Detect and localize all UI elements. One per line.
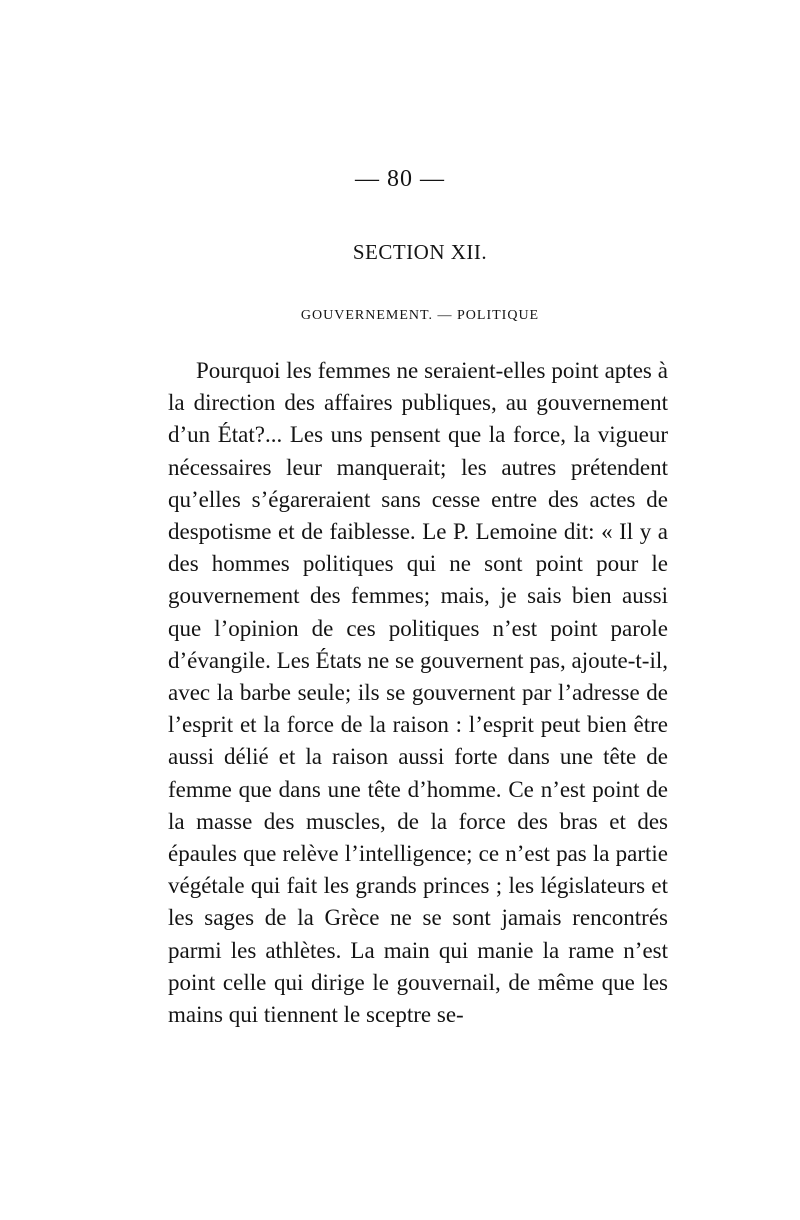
section-title: SECTION XII. [352,240,488,264]
body-paragraph: Pourquoi les femmes ne seraient-elles point aptes à la direction des affaires publiques, au gouvernement d’un État?... Les uns pensent que la force, la vigueur nécessaires leur manquerait; les autres prétendent qu’elles s’égareraient sans cesse entre des actes de despotisme et de faiblesse. Le P. Lemoine dit: « Il y a des hommes politiques qui ne sont point pour le gouvernement des femmes; mais, je sais bien aussi que l’opinion de ces politiques n’est point parole d’évangile. Les États ne se gouvernent pas, ajoute-t-il, avec la barbe seule; ils se gouvernent par l’adresse de l’esprit et la force de la raison : l’esprit peut bien être aussi délié et la raison aussi forte dans une tête de femme que dans une tête d’homme. Ce n’est point de la masse des muscles, de la force des bras et des épaules que relève l’intelligence; ce n’est pas la partie végétale qui fait les grands princes ; les législateurs et les sages de la Grèce ne se sont jamais rencontrés parmi les athlètes. La main qui manie la rame n’est point celle qui dirige le gouvernail, de même que les mains qui tiennent le sceptre se- [168,358,668,1028]
page-number: — 80 — [355,166,445,192]
section-subtitle: GOUVERNEMENT. — POLITIQUE [300,308,540,323]
